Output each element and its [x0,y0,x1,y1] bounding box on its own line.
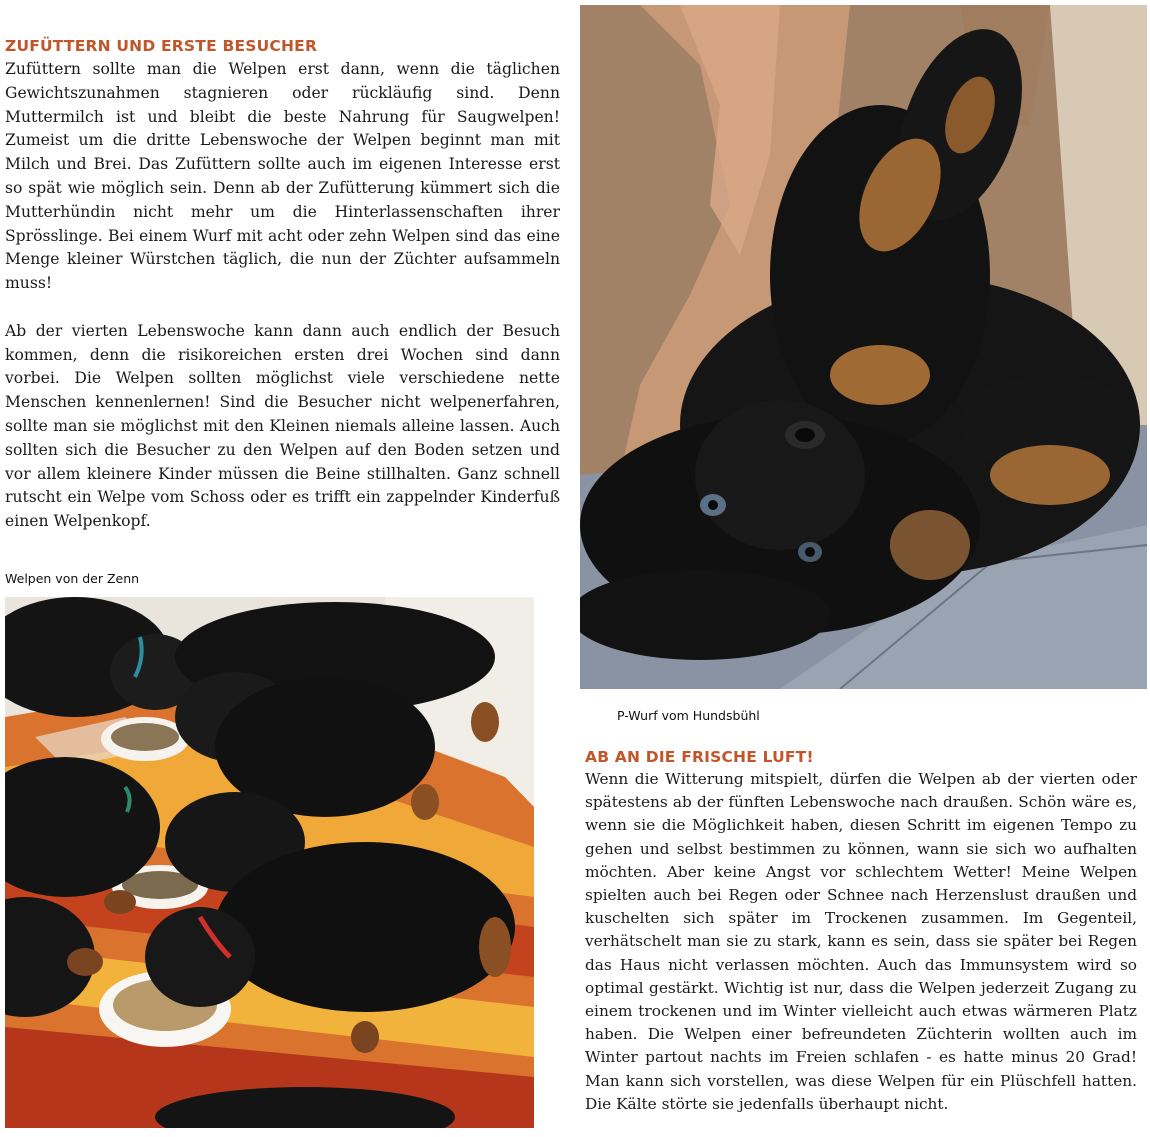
paragraph: Ab der vierten Lebenswoche kann dann auch endlich der Besuch kommen, denn die risikoreichen ersten drei Wochen sind dann vorbei. Die Welpen sollten möglichst viele verschiedene nette Menschen kennenlernen! Sind die Besucher nicht welpenerfahren, sollte man sie möglichst mit den Kleinen niemals alleine lassen. Auch sollten sich die Besucher zu den Welpen auf den Boden setzen und vor allem kleinere Kinder müssen die Beine stillhalten. Ganz schnell rutscht ein Welpe vom Schoss oder es trifft ein zappelnder Kinderfuß einen Welpenkopf. [5,321,560,531]
photo-puppy-on-back [580,5,1147,689]
section-body-zufuettern [5,58,560,534]
photo-caption-right: P-Wurf vom Hundsbühl [617,708,760,723]
paragraph: Wenn die Witterung mitspielt, dürfen die Welpen ab der vierten oder spätestens ab der fünften Lebenswoche nach draußen. Schön wäre es, wenn sie die Möglichkeit haben, diesen Schritt im eigenen Tempo zu gehen und selbst bestimmen zu können, wann sie sich wo aufhalten möchten. Aber keine Angst vor schlechtem Wetter! Meine Welpen spielten auch bei Regen oder Schnee nach Herzenslust draußen und kuschelten sich später im Trockenen zusammen. Im Gegenteil, verhätschelt man sie zu stark, kann es sein, dass sie später bei Regen das Haus nicht verlassen möchten. Auch das Immunsystem wird so optimal gestärkt. Wichtig ist nur, dass die Welpen jederzeit Zugang zu einem trockenen und im Winter vielleicht auch etwas wärmeren Platz haben. Die Welpen einer befreundeten Züchterin wollten auch im Winter partout nachts im Freien schlafen - es hatte minus 20 Grad! Man kann sich vorstellen, was diese Welpen für ein Plüschfell hatten. Die Kälte störte sie jedenfalls überhaupt nicht. [585,770,1137,1113]
section-heading-frische-luft: AB AN DIE FRISCHE LUFT! [585,748,814,766]
paragraph: Zufüttern sollte man die Welpen erst dann, wenn die täglichen Gewichtszunahmen stagnieren oder rückläufig sind. Denn Muttermilch ist und bleibt die beste Nahrung für Saugwelpen! Zumeist um die dritte Lebenswoche der Welpen beginnt man mit Milch und Brei. Das Zufüttern sollte auch im eigenen Interesse erst so spät wie möglich sein. Denn ab der Zufütterung kümmert sich die Mutterhündin nicht mehr um die Hinterlassenschaften ihrer Sprösslinge. Bei einem Wurf mit acht oder zehn Welpen sind das eine Menge kleiner Würstchen täglich, die nun der Züchter aufsammeln muss! [5,60,560,293]
section-heading-zufuettern: ZUFÜTTERN UND ERSTE BESUCHER [5,37,318,55]
photo-caption-left: Welpen von der Zenn [5,571,140,586]
photo-puppies-eating [5,597,534,1128]
section-body-frische-luft [585,768,1137,1116]
